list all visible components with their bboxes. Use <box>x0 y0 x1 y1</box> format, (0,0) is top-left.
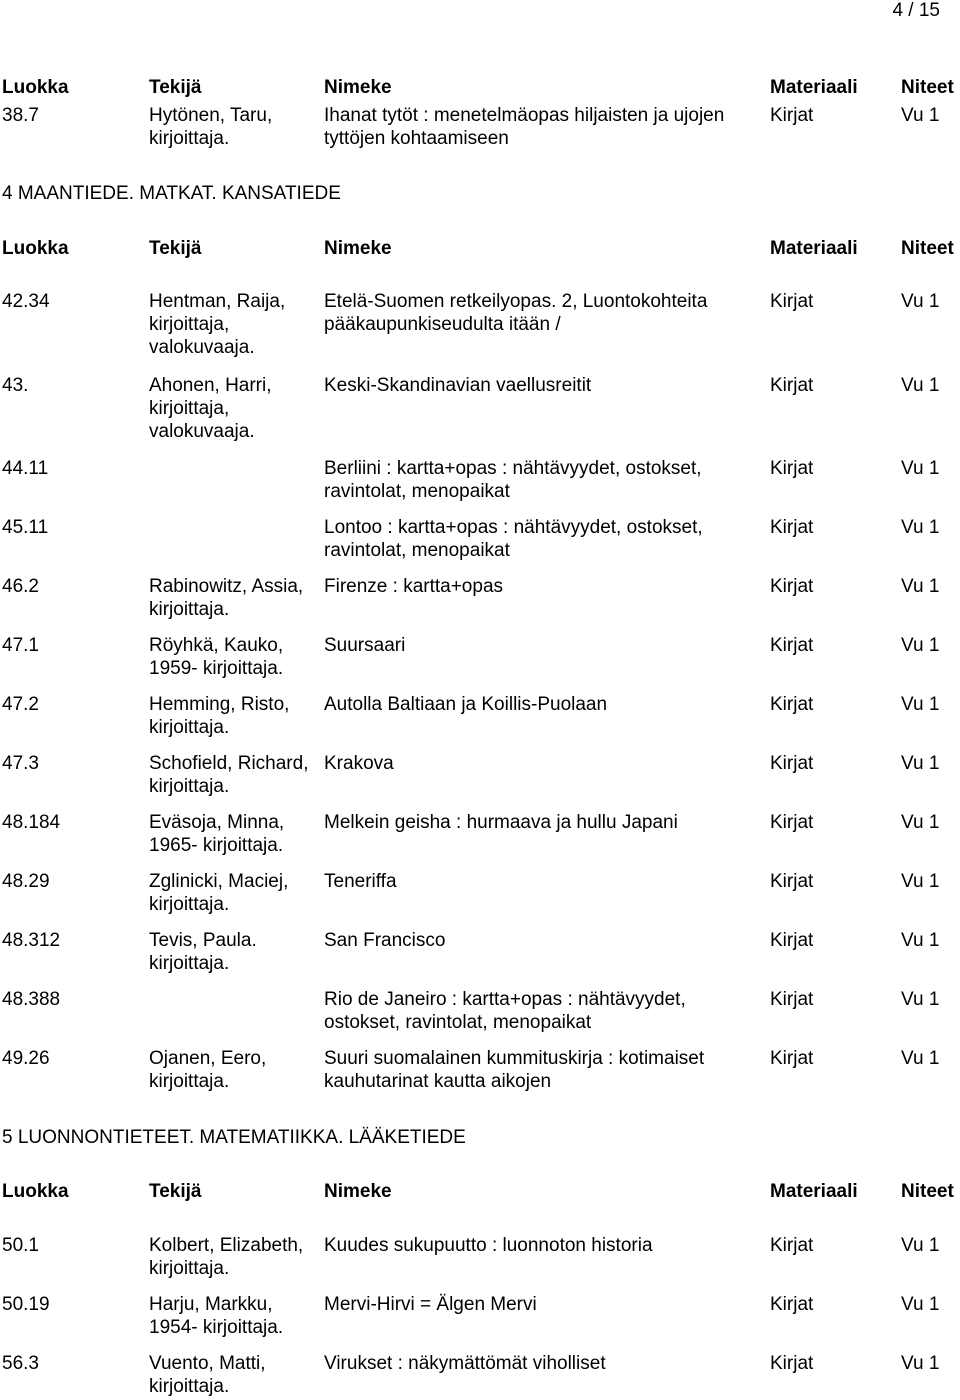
cell-materiaali: Kirjat <box>770 635 814 656</box>
header-tekija: Tekijä <box>149 238 202 259</box>
cell-niteet: Vu 1 <box>901 458 940 479</box>
cell-tekija: Ahonen, Harri, kirjoittaja, valokuvaaja. <box>149 375 272 442</box>
cell-niteet: Vu 1 <box>901 694 940 715</box>
cell-nimeke: Ihanat tytöt : menetelmäopas hiljaisten ja ujojen tyttöjen kohtaamiseen <box>324 105 725 149</box>
cell-niteet: Vu 1 <box>901 1353 940 1374</box>
cell-materiaali: Kirjat <box>770 812 814 833</box>
cell-materiaali: Kirjat <box>770 930 814 951</box>
cell-nimeke: Melkein geisha : hurmaava ja hullu Japani <box>324 812 678 833</box>
header-niteet: Niteet <box>901 1181 954 1202</box>
cell-materiaali: Kirjat <box>770 105 814 126</box>
cell-materiaali: Kirjat <box>770 1235 814 1256</box>
cell-niteet: Vu 1 <box>901 1294 940 1315</box>
cell-tekija: Harju, Markku, 1954- kirjoittaja. <box>149 1294 284 1338</box>
cell-nimeke: Autolla Baltiaan ja Koillis-Puolaan <box>324 694 608 715</box>
cell-materiaali: Kirjat <box>770 517 814 538</box>
page-number: 4 / 15 <box>892 0 940 21</box>
cell-materiaali: Kirjat <box>770 375 814 396</box>
cell-luokka: 56.3 <box>2 1353 39 1374</box>
cell-materiaali: Kirjat <box>770 291 814 312</box>
header-luokka: Luokka <box>2 77 69 98</box>
cell-materiaali: Kirjat <box>770 871 814 892</box>
cell-tekija: Zglinicki, Maciej, kirjoittaja. <box>149 871 289 915</box>
cell-nimeke: San Francisco <box>324 930 446 951</box>
cell-niteet: Vu 1 <box>901 1048 940 1069</box>
cell-niteet: Vu 1 <box>901 517 940 538</box>
cell-luokka: 48.29 <box>2 871 50 892</box>
header-materiaali: Materiaali <box>770 1181 858 1202</box>
cell-nimeke: Mervi-Hirvi = Älgen Mervi <box>324 1294 537 1315</box>
cell-tekija: Eväsoja, Minna, 1965- kirjoittaja. <box>149 812 285 856</box>
cell-luokka: 50.1 <box>2 1235 39 1256</box>
cell-niteet: Vu 1 <box>901 871 940 892</box>
cell-niteet: Vu 1 <box>901 105 940 126</box>
cell-niteet: Vu 1 <box>901 635 940 656</box>
cell-niteet: Vu 1 <box>901 930 940 951</box>
cell-nimeke: Rio de Janeiro : kartta+opas : nähtävyydet, ostokset, ravintolat, menopaikat <box>324 989 686 1033</box>
cell-luokka: 42.34 <box>2 291 50 312</box>
cell-materiaali: Kirjat <box>770 576 814 597</box>
header-luokka: Luokka <box>2 1181 69 1202</box>
header-materiaali: Materiaali <box>770 77 858 98</box>
header-materiaali: Materiaali <box>770 238 858 259</box>
cell-tekija: Hentman, Raija, kirjoittaja, valokuvaaja. <box>149 291 286 358</box>
cell-nimeke: Berliini : kartta+opas : nähtävyydet, ostokset, ravintolat, menopaikat <box>324 458 702 502</box>
cell-luokka: 48.312 <box>2 930 61 951</box>
cell-materiaali: Kirjat <box>770 1048 814 1069</box>
cell-nimeke: Keski-Skandinavian vaellusreitit <box>324 375 592 396</box>
section-title: 4 MAANTIEDE. MATKAT. KANSATIEDE <box>2 183 341 204</box>
cell-niteet: Vu 1 <box>901 375 940 396</box>
cell-luokka: 44.11 <box>2 458 49 479</box>
cell-niteet: Vu 1 <box>901 753 940 774</box>
cell-nimeke: Kuudes sukupuutto : luonnoton historia <box>324 1235 653 1256</box>
cell-luokka: 43. <box>2 375 29 396</box>
cell-niteet: Vu 1 <box>901 989 940 1010</box>
cell-nimeke: Suursaari <box>324 635 406 656</box>
cell-luokka: 38.7 <box>2 105 39 126</box>
cell-luokka: 47.2 <box>2 694 39 715</box>
cell-materiaali: Kirjat <box>770 1353 814 1374</box>
cell-niteet: Vu 1 <box>901 1235 940 1256</box>
header-niteet: Niteet <box>901 77 954 98</box>
cell-luokka: 47.3 <box>2 753 39 774</box>
cell-nimeke: Etelä-Suomen retkeilyopas. 2, Luontokohteita pääkaupunkiseudulta itään / <box>324 291 708 335</box>
cell-nimeke: Krakova <box>324 753 394 774</box>
cell-tekija: Kolbert, Elizabeth, kirjoittaja. <box>149 1235 304 1279</box>
cell-niteet: Vu 1 <box>901 291 940 312</box>
cell-luokka: 49.26 <box>2 1048 50 1069</box>
header-tekija: Tekijä <box>149 77 202 98</box>
section-title: 5 LUONNONTIETEET. MATEMATIIKKA. LÄÄKETIEDE <box>2 1127 466 1148</box>
cell-tekija: Tevis, Paula. kirjoittaja. <box>149 930 257 974</box>
cell-nimeke: Suuri suomalainen kummituskirja : kotimaiset kauhutarinat kautta aikojen <box>324 1048 705 1092</box>
cell-tekija: Ojanen, Eero, kirjoittaja. <box>149 1048 267 1092</box>
header-luokka: Luokka <box>2 238 69 259</box>
cell-luokka: 45.11 <box>2 517 49 538</box>
cell-luokka: 48.184 <box>2 812 61 833</box>
cell-materiaali: Kirjat <box>770 1294 814 1315</box>
cell-tekija: Hytönen, Taru, kirjoittaja. <box>149 105 273 149</box>
cell-nimeke: Virukset : näkymättömät viholliset <box>324 1353 606 1374</box>
cell-tekija: Röyhkä, Kauko, 1959- kirjoittaja. <box>149 635 284 679</box>
cell-nimeke: Firenze : kartta+opas <box>324 576 504 597</box>
cell-materiaali: Kirjat <box>770 989 814 1010</box>
cell-nimeke: Teneriffa <box>324 871 397 892</box>
cell-tekija: Schofield, Richard, kirjoittaja. <box>149 753 309 797</box>
cell-materiaali: Kirjat <box>770 694 814 715</box>
cell-tekija: Hemming, Risto, kirjoittaja. <box>149 694 290 738</box>
cell-luokka: 46.2 <box>2 576 39 597</box>
header-nimeke: Nimeke <box>324 1181 392 1202</box>
cell-materiaali: Kirjat <box>770 458 814 479</box>
header-tekija: Tekijä <box>149 1181 202 1202</box>
cell-niteet: Vu 1 <box>901 576 940 597</box>
cell-luokka: 48.388 <box>2 989 61 1010</box>
cell-materiaali: Kirjat <box>770 753 814 774</box>
cell-luokka: 47.1 <box>2 635 39 656</box>
cell-tekija: Rabinowitz, Assia, kirjoittaja. <box>149 576 304 620</box>
header-nimeke: Nimeke <box>324 238 392 259</box>
cell-niteet: Vu 1 <box>901 812 940 833</box>
cell-tekija: Vuento, Matti, kirjoittaja. <box>149 1353 266 1397</box>
cell-nimeke: Lontoo : kartta+opas : nähtävyydet, ostokset, ravintolat, menopaikat <box>324 517 703 561</box>
header-niteet: Niteet <box>901 238 954 259</box>
cell-luokka: 50.19 <box>2 1294 50 1315</box>
header-nimeke: Nimeke <box>324 77 392 98</box>
